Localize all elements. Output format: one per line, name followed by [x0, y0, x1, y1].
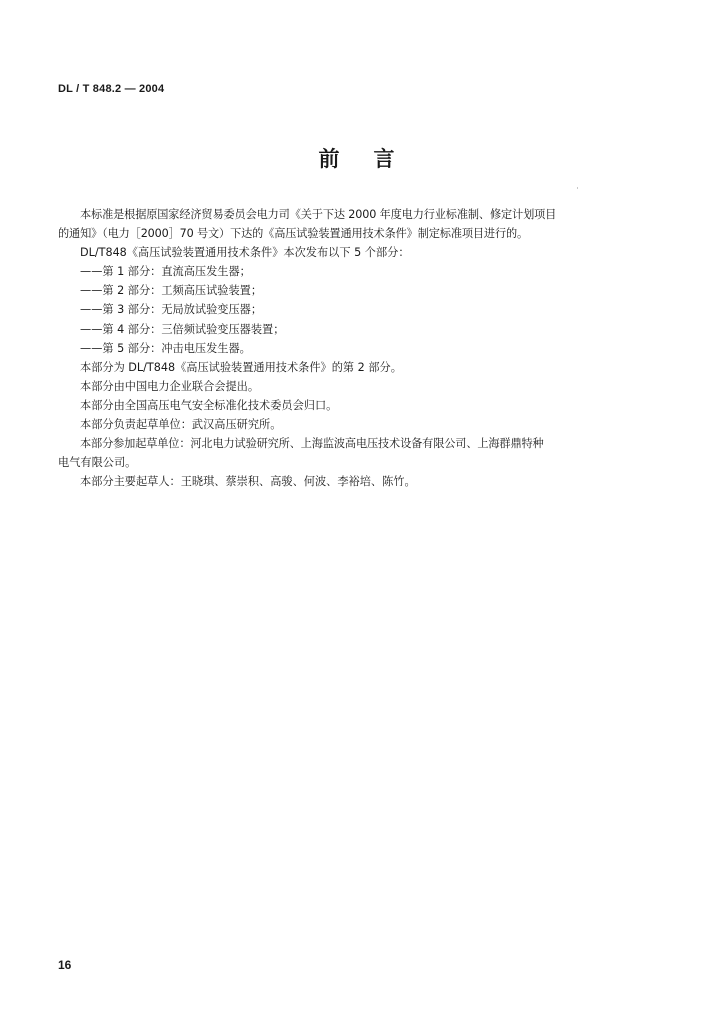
paragraph-centralized-by: 本部分由全国高压电气安全标准化技术委员会归口。 — [80, 398, 338, 412]
paragraph-drafting-unit: 本部分负责起草单位：武汉高压研究所。 — [80, 418, 282, 432]
section-title: 前言 — [318, 147, 429, 171]
paragraph-main-drafters: 本部分主要起草人：王晓琪、蔡崇积、高骏、何波、李裕培、陈竹。 — [80, 475, 416, 489]
paragraph-proposed-by: 本部分由中国电力企业联合会提出。 — [80, 379, 260, 393]
paragraph-basis-line-1: 本标准是根据原国家经济贸易委员会电力司《关于下达 2000 年度电力行业标准制、修定计划项目 — [80, 208, 557, 221]
paragraph-parts-intro: DL/T848《高压试验装置通用技术条件》本次发布以下 5 个部分： — [80, 246, 410, 260]
paragraph-participating-units-line-2: 电气有限公司。 — [58, 456, 137, 470]
paragraph-basis-line-2: 的通知》（电力［2000］70 号文）下达的《高压试验装置通用技术条件》制定标准项目进行的。 — [58, 227, 529, 241]
paragraph-this-part: 本部分为 DL/T848《高压试验装置通用技术条件》的第 2 部分。 — [80, 360, 402, 374]
list-item-part-2: ——第 2 部分：工频高压试验装置； — [80, 284, 263, 298]
page-number: 16 — [58, 958, 72, 972]
list-item-part-1: ——第 1 部分：直流高压发生器； — [80, 265, 251, 279]
list-item-part-5: ——第 5 部分：冲击电压发生器。 — [80, 341, 251, 355]
scan-speck — [577, 187, 578, 189]
foreword-body — [58, 205, 658, 491]
paragraph-participating-units-line-1: 本部分参加起草单位：河北电力试验研究所、上海监波高电压技术设备有限公司、上海群鼎特种 — [80, 437, 544, 451]
list-item-part-3: ——第 3 部分：无局放试验变压器； — [80, 303, 263, 317]
list-item-part-4: ——第 4 部分：三倍频试验变压器装置； — [80, 322, 285, 336]
document-code: DL / T 848.2 — 2004 — [58, 83, 165, 95]
